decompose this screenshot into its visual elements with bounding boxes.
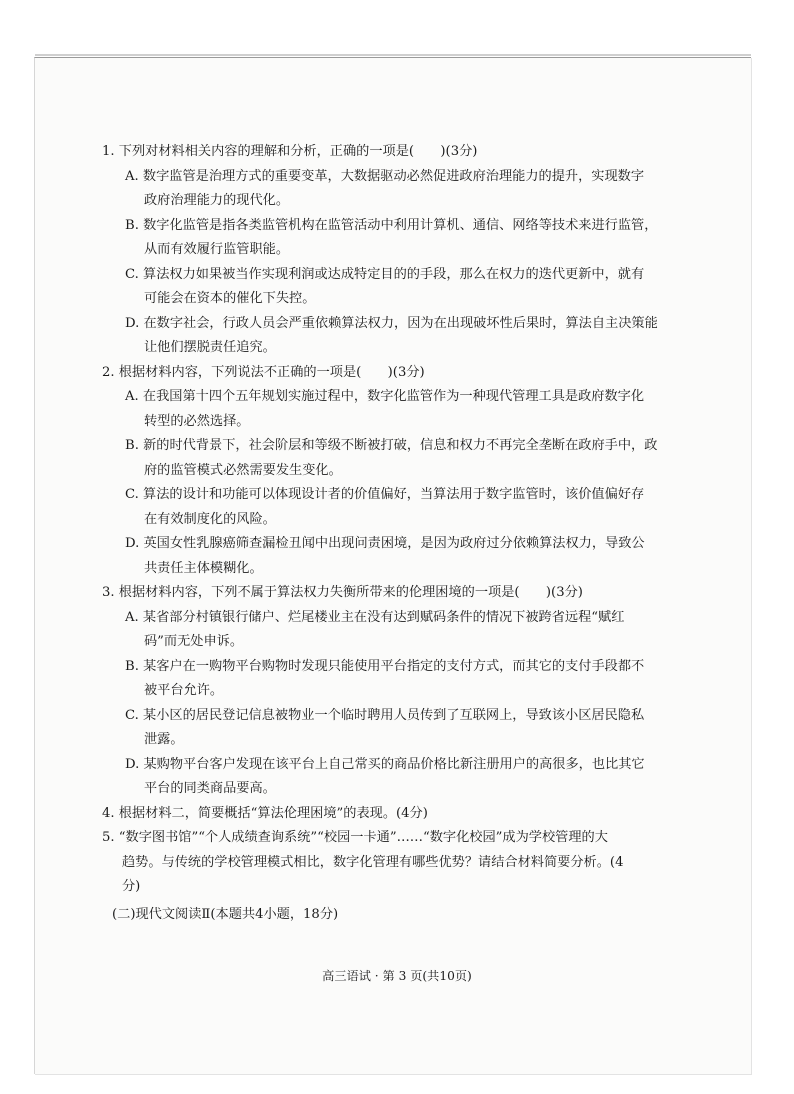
option-line: A. 某省部分村镇银行储户、烂尾楼业主在没有达到赋码条件的情况下被跨省远程“赋红 [125,609,625,625]
question-1-option-d [122,312,662,361]
option-line: D. 在数字社会，行政人员会严重依赖算法权力，因为在出现破坏性后果时，算法自主决策能 [125,315,658,331]
question-2-option-a [122,385,662,434]
question-2-stem: 2. 根据材料内容，下列说法不正确的一项是( )(3分) [102,364,425,380]
option-line: 码”而无处申诉。 [144,634,244,649]
question-1-option-b [122,214,662,263]
question-2-option-b [122,434,662,483]
option-line: A. 数字监管是治理方式的重要变革，大数据驱动必然促进政府治理能力的提升，实现数字 [125,168,645,184]
option-line: 让他们摆脱责任追究。 [144,340,276,355]
option-line: 政府治理能力的现代化。 [144,193,290,208]
option-line: C. 算法的设计和功能可以体现设计者的价值偏好，当算法用于数字监管时，该价值偏好存 [125,487,645,502]
option-line: A. 在我国第十四个五年规划实施过程中，数字化监管作为一种现代管理工具是政府数字化 [125,389,645,404]
question-1 [102,140,662,361]
question-3-option-c [122,704,662,753]
option-line: D. 某购物平台客户发现在该平台上自己常买的商品价格比新注册用户的高很多，也比其它 [125,756,645,772]
option-line: 平台的同类商品要高。 [144,781,276,796]
question-5-line-1: 5. “数字图书馆”“个人成绩查询系统”“校园一卡通”……“数字化校园”成为学校管理的大 [102,830,608,845]
question-3-option-a [122,606,662,655]
option-line: B. 数字化监管是指各类监管机构在监管活动中利用计算机、通信、网络等技术来进行监管， [125,217,658,233]
question-3-option-b [122,655,662,704]
question-3-option-d [122,753,662,802]
option-line: 转型的必然选择。 [144,413,250,429]
option-line: D. 英国女性乳腺癌筛查漏检丑闻中出现问责困境，是因为政府过分依赖算法权力，导致公 [125,536,645,551]
option-line: 从而有效履行监管职能。 [144,242,290,257]
exam-content [102,140,662,927]
page-footer: 高三语试 · 第 3 页(共10页) [322,969,472,983]
option-line: 共责任主体模糊化。 [144,560,263,576]
question-4-stem: 4. 根据材料二，简要概括“算法伦理困境”的表现。(4分) [102,805,428,821]
option-line: 被平台允许。 [144,683,224,698]
question-1-stem: 1. 下列对材料相关内容的理解和分析，正确的一项是( )(3分) [102,144,478,159]
option-line: B. 某客户在一购物平台购物时发现只能使用平台指定的支付方式，而其它的支付手段都不 [125,658,645,674]
question-4 [102,802,662,827]
question-2-option-d [122,532,662,581]
question-5-line-2: 趋势。与传统的学校管理模式相比，数字化管理有哪些优势？请结合材料简要分析。(4 [122,854,624,870]
option-line: 府的监管模式必然需要发生变化。 [144,462,342,478]
question-1-option-a [122,165,662,214]
question-3-stem: 3. 根据材料内容，下列不属于算法权力失衡所带来的伦理困境的一项是( )(3分) [102,585,583,600]
option-line: 泄露。 [144,732,184,747]
question-2-option-c [122,483,662,532]
option-line: 在有效制度化的风险。 [144,511,276,527]
option-line: C. 算法权力如果被当作实现利润或达成特定目的的手段，那么在权力的迭代更新中，就有 [125,266,645,282]
option-line: 可能会在资本的催化下失控。 [144,291,316,306]
question-3 [102,581,662,802]
option-line: B. 新的时代背景下，社会阶层和等级不断被打破，信息和权力不再完全垄断在政府手中，政 [125,438,658,453]
question-1-option-c [122,263,662,312]
question-5 [102,826,662,900]
question-5-line-3: 分) [122,879,141,894]
question-2 [102,361,662,582]
option-line: C. 某小区的居民登记信息被物业一个临时聘用人员传到了互联网上，导致该小区居民隐私 [125,707,645,723]
section-title: (二)现代文阅读Ⅱ(本题共4小题，18分) [112,906,339,922]
